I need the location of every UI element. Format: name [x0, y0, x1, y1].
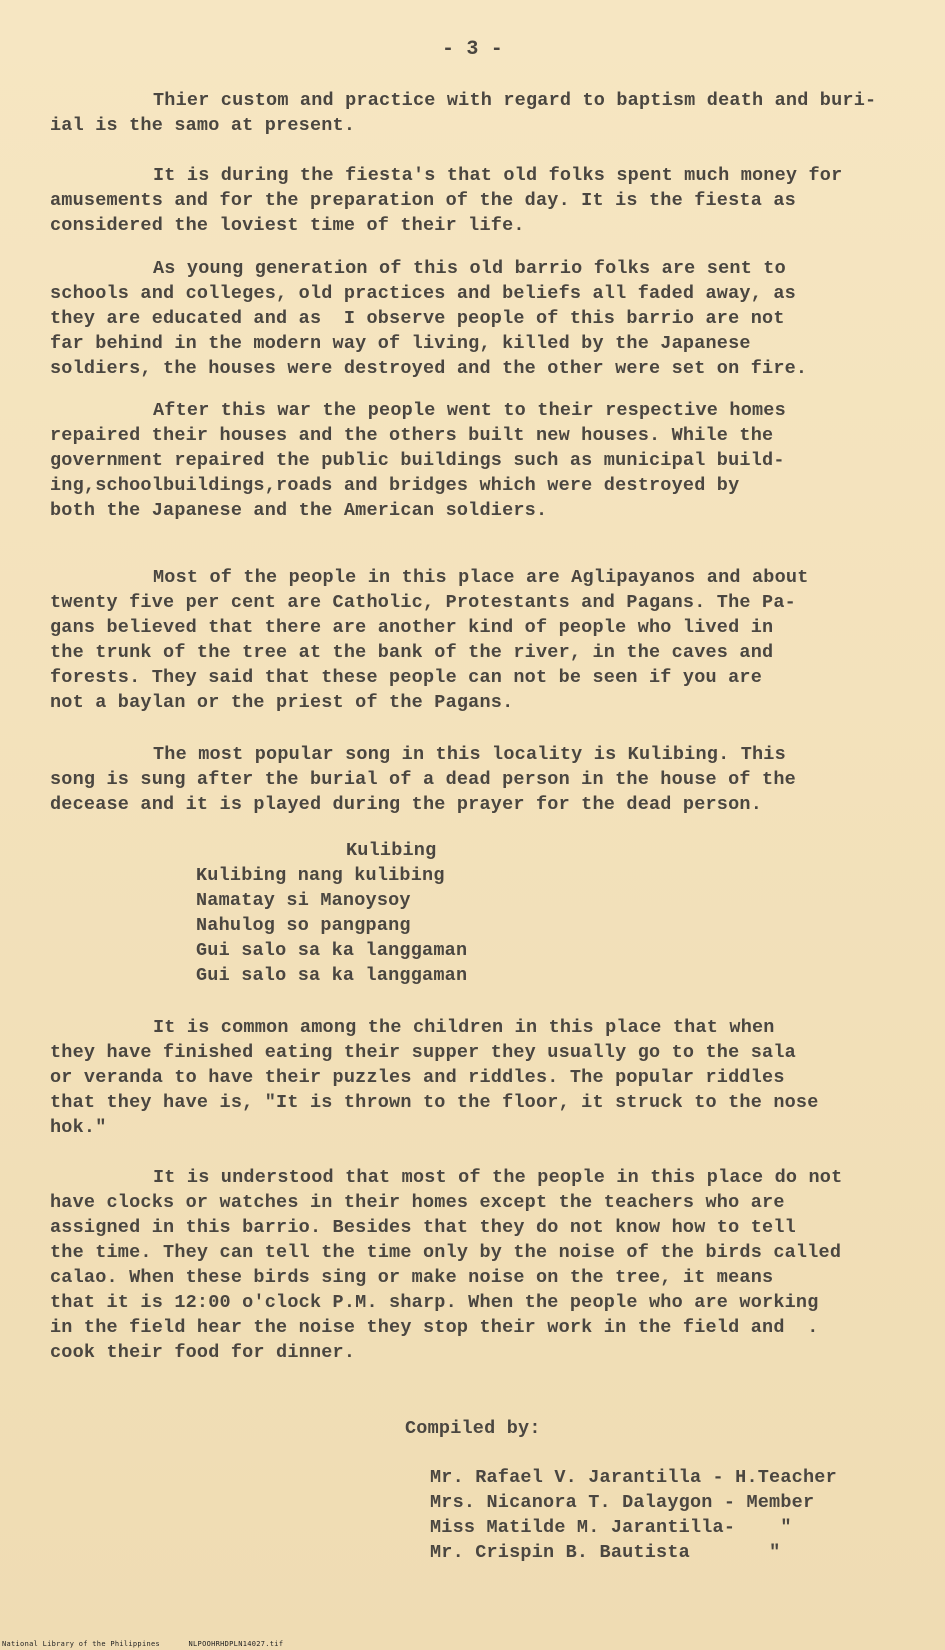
text-line: decease and it is played during the prayer for the dead person. [50, 794, 763, 815]
song-line: Gui salo sa ka langgaman [196, 965, 468, 986]
signer-row [430, 1465, 837, 1490]
signer-row [430, 1490, 837, 1515]
signer-row [430, 1515, 837, 1540]
song-lyrics [196, 838, 467, 988]
text-line: Thier custom and practice with regard to baptism death and buri- [153, 90, 877, 111]
text-line: far behind in the modern way of living, killed by the Japanese [50, 333, 751, 354]
paragraph-fiesta [50, 163, 920, 238]
text-line: After this war the people went to their respective homes [153, 400, 786, 421]
signer-row [430, 1540, 837, 1565]
text-line: song is sung after the burial of a dead person in the house of the [50, 769, 796, 790]
song-line: Nahulog so pangpang [196, 915, 411, 936]
signer-name: Mr. Rafael V. Jarantilla [430, 1467, 702, 1488]
text-line: Most of the people in this place are Aglipayanos and about [153, 567, 809, 588]
song-title: Kulibing [346, 840, 437, 861]
text-line: schools and colleges, old practices and beliefs all faded away, as [50, 283, 796, 304]
page-number: - 3 - [441, 38, 503, 61]
text-line: assigned in this barrio. Besides that they do not know how to tell [50, 1217, 796, 1238]
text-line: calao. When these birds sing or make noise on the tree, it means [50, 1267, 774, 1288]
text-line: gans believed that there are another kind of people who lived in [50, 617, 774, 638]
signer-name: Mrs. Nicanora T. Dalaygon [430, 1492, 713, 1513]
text-line: they are educated and as I observe people of this barrio are not [50, 308, 785, 329]
text-line: not a baylan or the priest of the Pagans. [50, 692, 514, 713]
text-line: considered the loviest time of their life. [50, 215, 525, 236]
text-line: both the Japanese and the American soldiers. [50, 500, 548, 521]
text-line: or veranda to have their puzzles and riddles. The popular riddles [50, 1067, 785, 1088]
text-line: they have finished eating their supper they usually go to the sala [50, 1042, 796, 1063]
paragraph-baptism [50, 88, 920, 138]
compiled-by-label: Compiled by: [405, 1418, 541, 1439]
paragraph-young-generation [50, 256, 920, 381]
text-line: cook their food for dinner. [50, 1342, 356, 1363]
text-line: It is understood that most of the people in this place do not [153, 1167, 843, 1188]
text-line: hok." [50, 1117, 107, 1138]
text-line: twenty five per cent are Catholic, Protestants and Pagans. The Pa- [50, 592, 796, 613]
text-line: that they have is, "It is thrown to the floor, it struck to the nose [50, 1092, 819, 1113]
signer-name: Mr. Crispin B. Bautista [430, 1542, 690, 1563]
signer-role: " [689, 1542, 781, 1563]
text-line: The most popular song in this locality is Kulibing. This [153, 744, 786, 765]
library-label: National Library of the Philippines [2, 1640, 161, 1648]
text-line: that it is 12:00 o'clock P.M. sharp. When the people who are working [50, 1292, 819, 1313]
paragraph-riddles [50, 1015, 920, 1140]
signers-list [430, 1465, 837, 1565]
song-line: Kulibing nang kulibing [196, 865, 445, 886]
song-line: Gui salo sa ka langgaman [196, 940, 468, 961]
paragraph-religion [50, 565, 920, 715]
text-line: It is common among the children in this place that when [153, 1017, 775, 1038]
text-line: soldiers, the houses were destroyed and the other were set on fire. [50, 358, 808, 379]
paragraph-after-war [50, 398, 920, 523]
signer-role: - H.Teacher [701, 1467, 837, 1488]
text-line: ing,schoolbuildings,roads and bridges which were destroyed by [50, 475, 740, 496]
text-line: the time. They can tell the time only by the noise of the birds called [50, 1242, 842, 1263]
text-line: As young generation of this old barrio folks are sent to [153, 258, 786, 279]
text-line: forests. They said that these people can not be seen if you are [50, 667, 763, 688]
text-line: government repaired the public buildings such as municipal build- [50, 450, 785, 471]
paragraph-song [50, 742, 920, 817]
text-line: the trunk of the tree at the bank of the river, in the caves and [50, 642, 774, 663]
paragraph-time [50, 1165, 920, 1365]
signer-role: - Member [712, 1492, 815, 1513]
text-line: repaired their houses and the others built new houses. While the [50, 425, 774, 446]
signer-name: Miss Matilde M. Jarantilla- [430, 1517, 736, 1538]
text-line: ial is the samo at present. [50, 115, 356, 136]
text-line: have clocks or watches in their homes except the teachers who are [50, 1192, 785, 1213]
text-line: in the field hear the noise they stop their work in the field and . [50, 1317, 819, 1338]
text-line: It is during the fiesta's that old folks spent much money for [153, 165, 843, 186]
scan-footer [2, 1640, 307, 1648]
signer-role: " [735, 1517, 792, 1538]
text-line: amusements and for the preparation of the day. It is the fiesta as [50, 190, 796, 211]
song-line: Namatay si Manoysoy [196, 890, 411, 911]
file-label: NLPOOHRHDPLN14027.tif [188, 1640, 284, 1648]
